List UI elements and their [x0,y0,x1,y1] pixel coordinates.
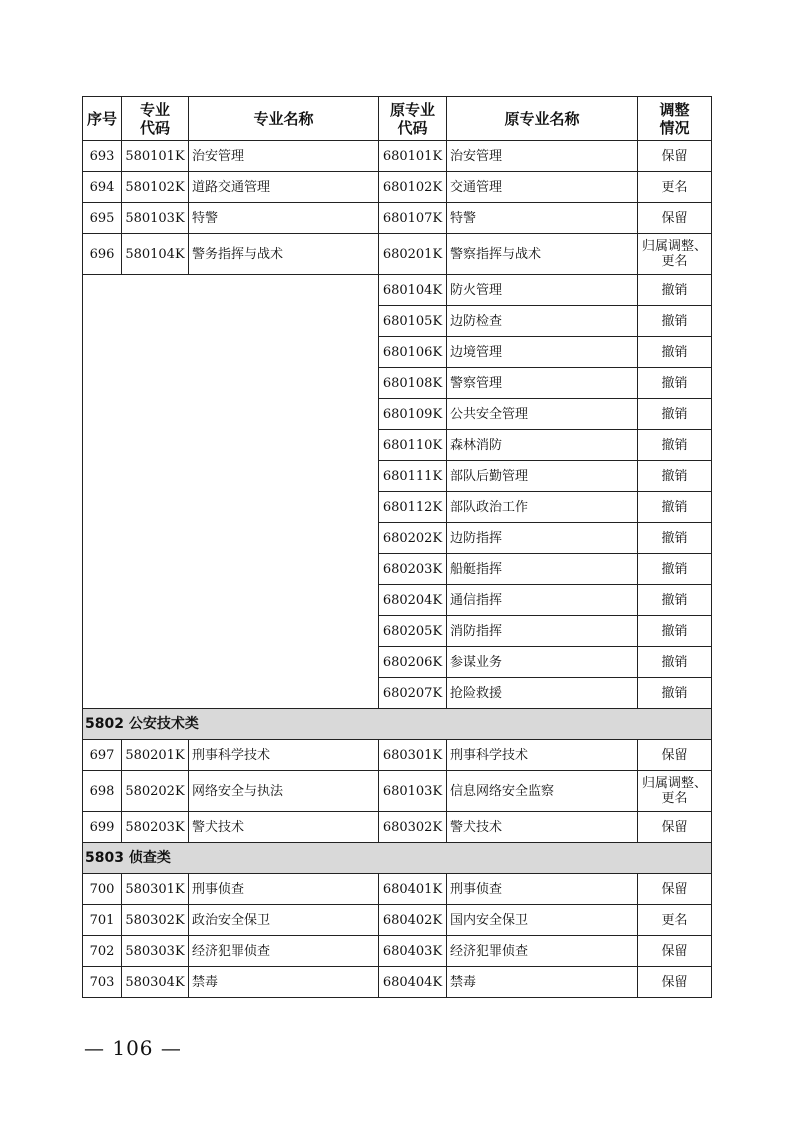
cell-orig-code: 680202K [379,523,447,554]
cell-code: 580104K [122,234,189,275]
cell-orig-name: 边防检查 [447,306,638,337]
cell-name: 道路交通管理 [189,172,379,203]
cell-status: 保留 [638,812,712,843]
cell-name: 刑事侦查 [189,874,379,905]
revoked-row [83,275,712,306]
table-row [83,141,712,172]
cell-status: 撤销 [638,585,712,616]
cell-orig-code: 680109K [379,399,447,430]
cell-seq: 693 [83,141,122,172]
cell-orig-name: 防火管理 [447,275,638,306]
cell-status: 撤销 [638,368,712,399]
page-number: — 106 — [84,1036,182,1060]
cell-seq: 696 [83,234,122,275]
cell-orig-code: 680301K [379,740,447,771]
cell-code: 580304K [122,967,189,998]
table-row [83,812,712,843]
cell-code: 580103K [122,203,189,234]
cell-status: 撤销 [638,616,712,647]
cell-code: 580301K [122,874,189,905]
header-orig-name: 原专业名称 [447,97,638,141]
cell-seq: 700 [83,874,122,905]
cell-seq: 697 [83,740,122,771]
cell-orig-name: 部队后勤管理 [447,461,638,492]
cell-status: 归属调整、 更名 [638,234,712,275]
table-row [83,905,712,936]
cell-orig-name: 信息网络安全监察 [447,771,638,812]
cell-orig-code: 680201K [379,234,447,275]
cell-name: 警犬技术 [189,812,379,843]
cell-status: 撤销 [638,523,712,554]
cell-seq: 698 [83,771,122,812]
cell-status: 撤销 [638,430,712,461]
cell-name: 特警 [189,203,379,234]
cell-orig-name: 警察管理 [447,368,638,399]
cell-orig-name: 刑事侦查 [447,874,638,905]
cell-seq: 703 [83,967,122,998]
cell-orig-name: 船艇指挥 [447,554,638,585]
header-code: 专业 代码 [122,97,189,141]
header-seq: 序号 [83,97,122,141]
header-name: 专业名称 [189,97,379,141]
category-row [83,843,712,874]
category-label: 5802 公安技术类 [83,709,712,740]
cell-name: 禁毒 [189,967,379,998]
cell-code: 580202K [122,771,189,812]
cell-orig-name: 禁毒 [447,967,638,998]
cell-seq: 694 [83,172,122,203]
header-row [83,97,712,141]
table-row [83,172,712,203]
cell-orig-name: 边防指挥 [447,523,638,554]
cell-orig-code: 680401K [379,874,447,905]
cell-name: 警务指挥与战术 [189,234,379,275]
cell-orig-code: 680402K [379,905,447,936]
cell-name: 网络安全与执法 [189,771,379,812]
cell-code: 580203K [122,812,189,843]
cell-orig-name: 边境管理 [447,337,638,368]
header-status: 调整 情况 [638,97,712,141]
table-row [83,936,712,967]
table-row [83,967,712,998]
cell-orig-name: 刑事科学技术 [447,740,638,771]
cell-seq: 699 [83,812,122,843]
cell-status: 撤销 [638,554,712,585]
cell-orig-code: 680102K [379,172,447,203]
cell-status: 更名 [638,905,712,936]
cell-seq: 702 [83,936,122,967]
cell-orig-code: 680206K [379,647,447,678]
cell-code: 580102K [122,172,189,203]
cell-status: 撤销 [638,399,712,430]
cell-status: 更名 [638,172,712,203]
table-row [83,203,712,234]
cell-name: 刑事科学技术 [189,740,379,771]
header-orig-code: 原专业 代码 [379,97,447,141]
category-row [83,709,712,740]
cell-orig-name: 经济犯罪侦查 [447,936,638,967]
cell-status: 保留 [638,203,712,234]
table-row [83,234,712,275]
cell-orig-name: 森林消防 [447,430,638,461]
cell-orig-code: 680203K [379,554,447,585]
cell-status: 撤销 [638,461,712,492]
cell-orig-name: 消防指挥 [447,616,638,647]
cell-orig-code: 680105K [379,306,447,337]
table-row [83,874,712,905]
cell-code: 580303K [122,936,189,967]
cell-status: 保留 [638,936,712,967]
cell-orig-name: 警察指挥与战术 [447,234,638,275]
cell-orig-code: 680107K [379,203,447,234]
cell-orig-code: 680302K [379,812,447,843]
cell-orig-name: 交通管理 [447,172,638,203]
cell-status: 撤销 [638,647,712,678]
cell-status: 撤销 [638,492,712,523]
cell-name: 经济犯罪侦查 [189,936,379,967]
cell-code: 580201K [122,740,189,771]
cell-orig-name: 特警 [447,203,638,234]
cell-orig-name: 公共安全管理 [447,399,638,430]
cell-orig-code: 680207K [379,678,447,709]
cell-code: 580101K [122,141,189,172]
table-row [83,771,712,812]
cell-orig-name: 国内安全保卫 [447,905,638,936]
cell-orig-code: 680204K [379,585,447,616]
blank-merged-cell [83,275,379,709]
cell-orig-code: 680110K [379,430,447,461]
cell-orig-code: 680404K [379,967,447,998]
cell-seq: 701 [83,905,122,936]
cell-seq: 695 [83,203,122,234]
cell-orig-name: 治安管理 [447,141,638,172]
cell-orig-name: 抢险救援 [447,678,638,709]
cell-status: 撤销 [638,275,712,306]
cell-orig-code: 680205K [379,616,447,647]
cell-orig-code: 680106K [379,337,447,368]
category-label: 5803 侦查类 [83,843,712,874]
cell-orig-code: 680108K [379,368,447,399]
cell-code: 580302K [122,905,189,936]
cell-orig-code: 680104K [379,275,447,306]
cell-status: 保留 [638,740,712,771]
cell-orig-name: 参谋业务 [447,647,638,678]
cell-name: 治安管理 [189,141,379,172]
cell-name: 政治安全保卫 [189,905,379,936]
cell-orig-code: 680112K [379,492,447,523]
cell-status: 撤销 [638,306,712,337]
cell-orig-name: 警犬技术 [447,812,638,843]
major-table [82,96,712,998]
cell-orig-code: 680403K [379,936,447,967]
cell-orig-name: 部队政治工作 [447,492,638,523]
cell-orig-code: 680101K [379,141,447,172]
cell-status: 保留 [638,967,712,998]
cell-status: 撤销 [638,678,712,709]
cell-orig-name: 通信指挥 [447,585,638,616]
table-row [83,740,712,771]
cell-status: 撤销 [638,337,712,368]
cell-status: 保留 [638,141,712,172]
cell-status: 归属调整、 更名 [638,771,712,812]
cell-status: 保留 [638,874,712,905]
cell-orig-code: 680103K [379,771,447,812]
cell-orig-code: 680111K [379,461,447,492]
